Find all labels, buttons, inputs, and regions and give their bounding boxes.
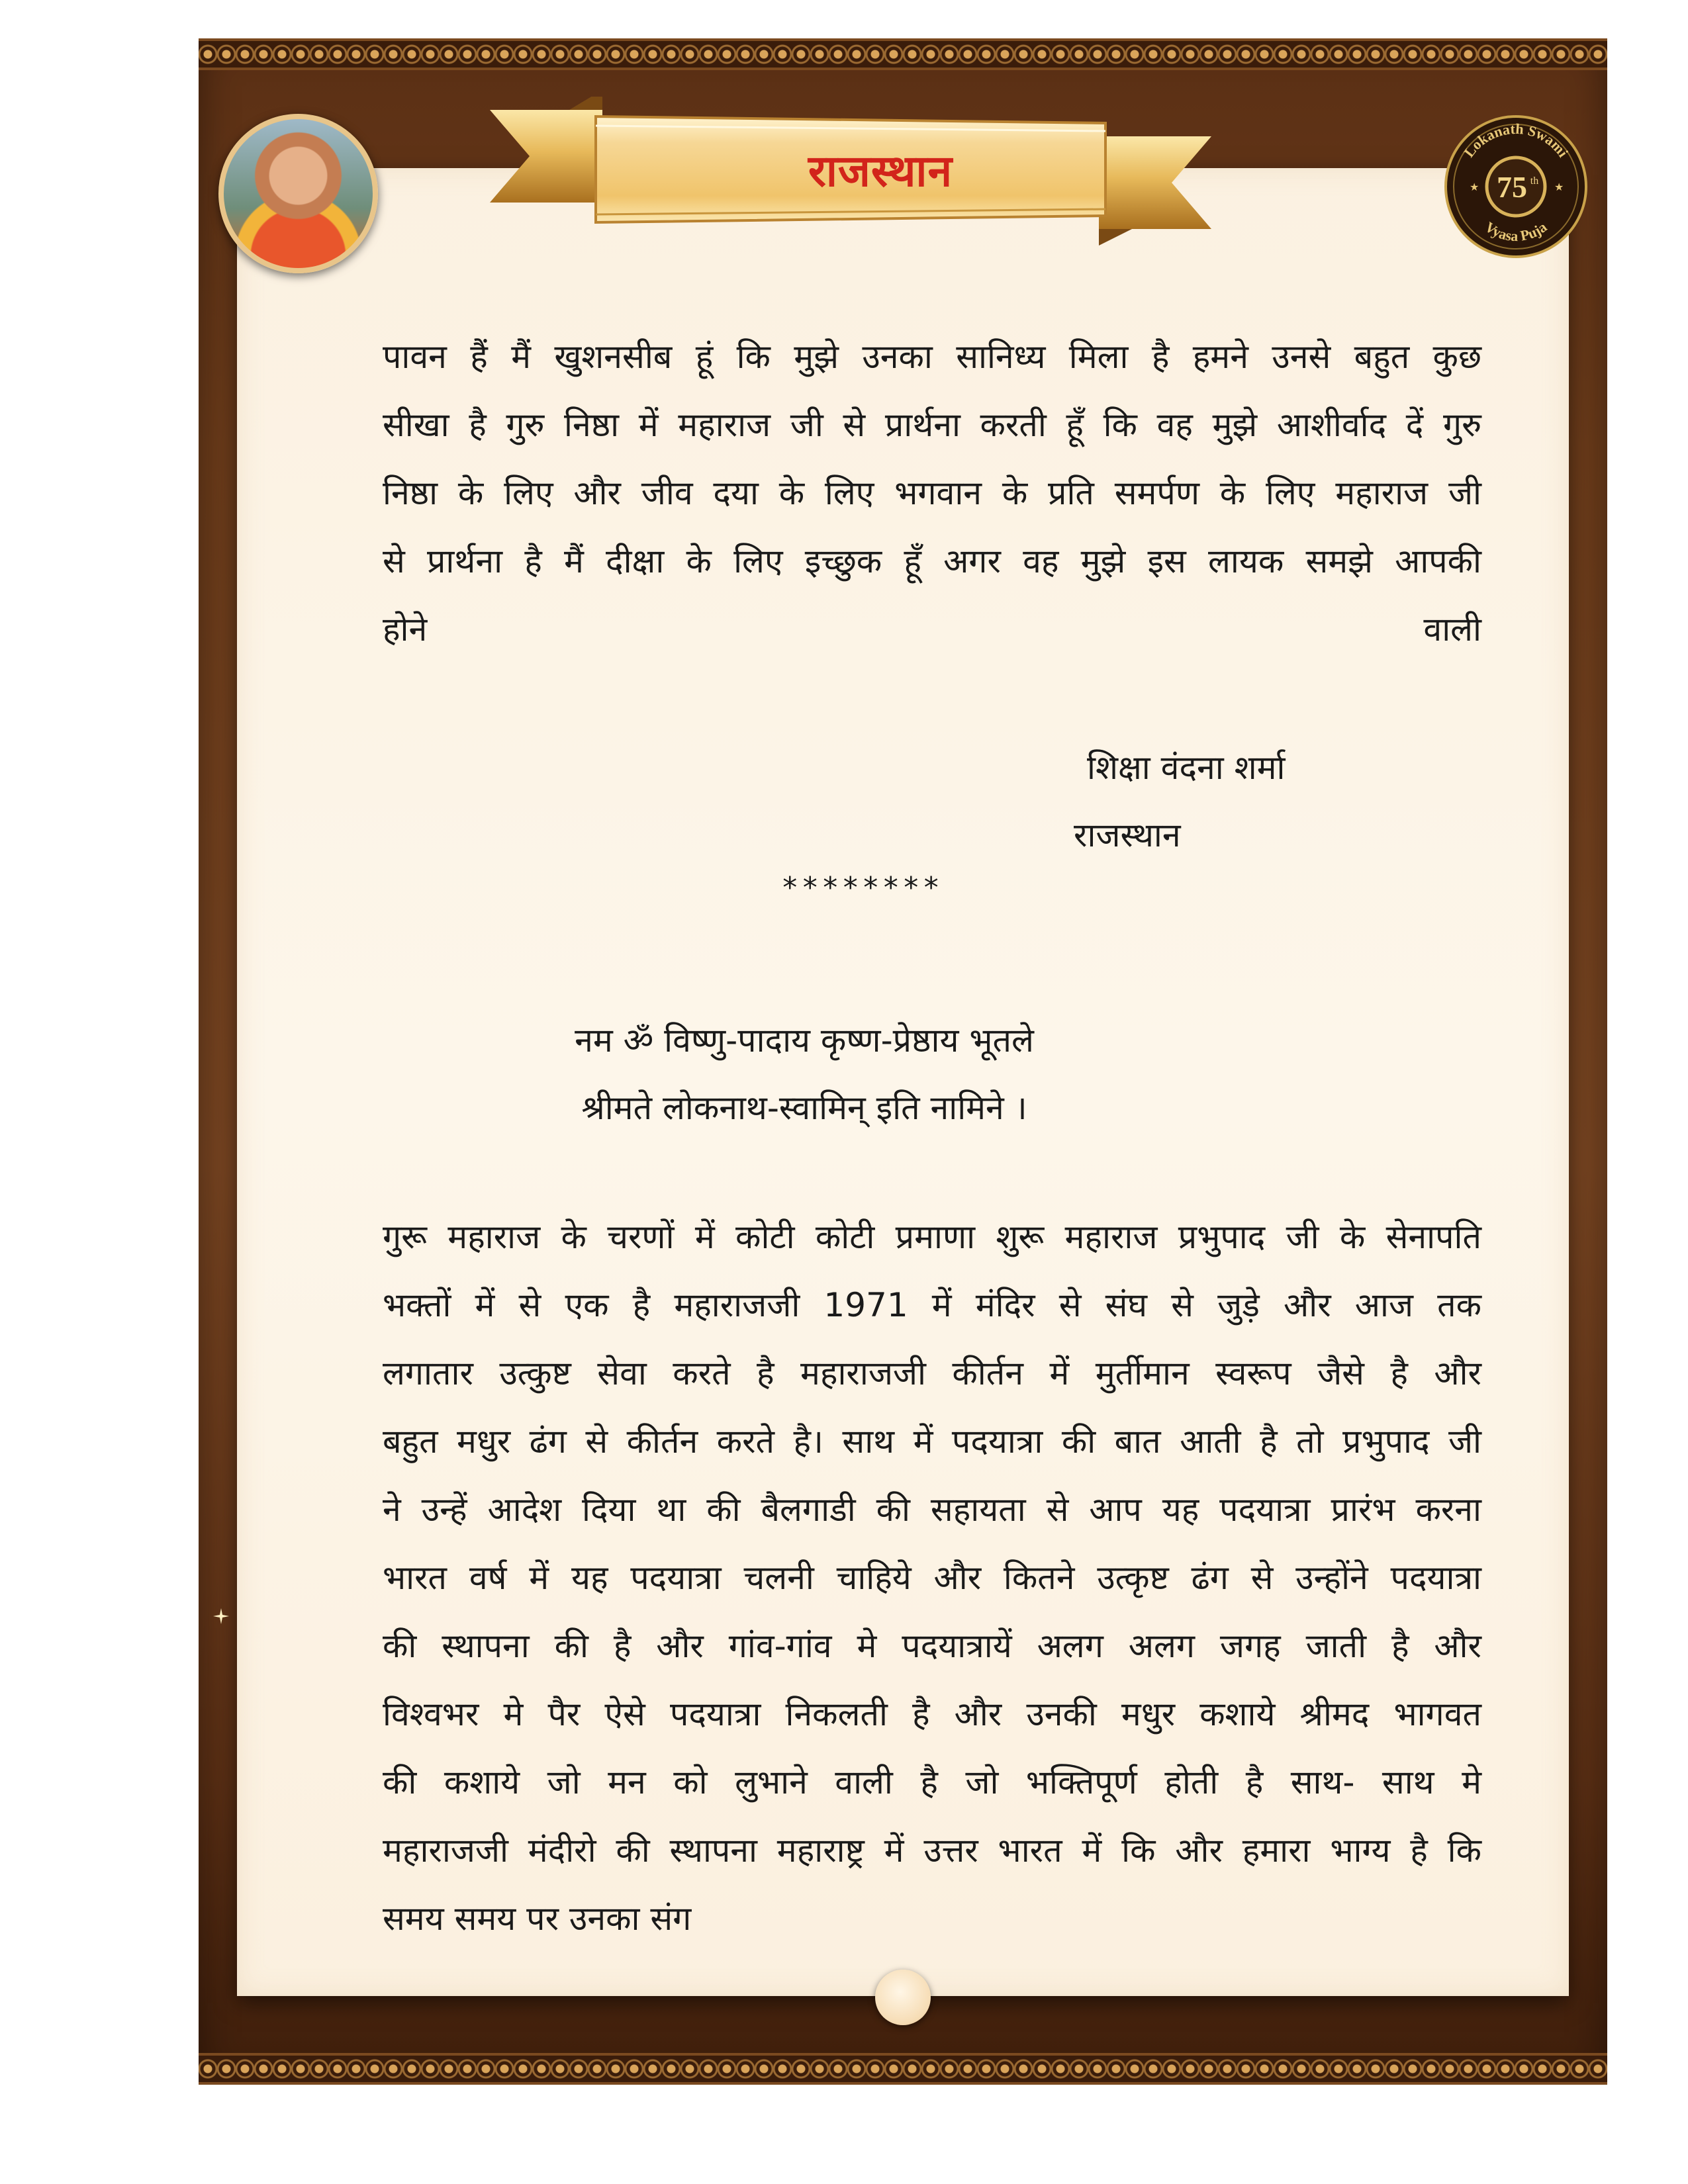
star-icon: ★	[1554, 181, 1564, 193]
text-line: पावन हैं मैं खुशनसीब हूं कि मुझे उनका सानिध्य मिला है हमने उनसे बहुत कुछ	[383, 338, 1481, 376]
bottom-ornamental-border	[199, 2053, 1607, 2085]
text-line: भक्तों में से एक है महाराजजी 1971 में मंदिर से संघ से जुड़े और आज तक	[383, 1286, 1481, 1324]
signature-name: शिक्षा वंदना शर्मा	[1087, 749, 1286, 787]
badge-top-text: Lokanath Swami	[1460, 120, 1572, 161]
text-line: निष्ठा के लिए और जीव दया के लिए भगवान के प्रति समर्पण के लिए महाराज जी	[383, 474, 1481, 512]
anniversary-badge	[1443, 114, 1589, 259]
text-line: भारत वर्ष में यह पदयात्रा चलनी चाहिये और कितने उत्कृष्ट ढंग से उन्होंने पदयात्रा	[383, 1559, 1481, 1597]
text-line: सीखा है गुरु निष्ठा में महाराज जी से प्रार्थना करती हूँ कि वह मुझे आशीर्वाद दें गुरु	[383, 406, 1481, 444]
text-line: ने उन्हें आदेश दिया था की बैलगाडी की सहायता से आप यह पदयात्रा प्रारंभ करना	[383, 1490, 1481, 1529]
text-line: बहुत मधुर ढंग से कीर्तन करते है। साथ में पदयात्रा की बात आती है तो प्रभुपाद जी	[383, 1422, 1481, 1461]
text-line: समय समय पर उनका संग	[383, 1899, 692, 1938]
top-ornamental-border	[199, 38, 1607, 70]
sparkle-icon	[213, 1608, 229, 1624]
separator: ********	[781, 871, 943, 905]
text-line: की स्थापना की है और गांव-गांव मे पदयात्रायें अलग अलग जगह जाती है और	[383, 1627, 1481, 1665]
text-fragment: होने	[383, 610, 428, 649]
text-line: लगातार उत्कुष्ट सेवा करते है महाराजजी कीर्तन में मुर्तीमान स्वरूप जैसे है और	[383, 1354, 1481, 1392]
verse-line-1: नम ॐ विष्णु-पादाय कृष्ण-प्रेष्ठाय भूतले	[575, 1021, 1034, 1060]
text-line: की कशाये जो मन को लुभाने वाली है जो भक्तिपूर्ण होती है साथ- साथ मे	[383, 1763, 1481, 1801]
text-fragment: वाली	[1423, 610, 1481, 649]
letter-paragraph-2	[383, 1203, 1481, 1953]
page-indicator	[875, 1970, 931, 2025]
text-line: विश्वभर मे पैर ऐसे पदयात्रा निकलती है और उनकी मधुर कशाये श्रीमद भागवत	[383, 1695, 1481, 1733]
text-line	[383, 596, 1481, 664]
page-title: राजस्थान	[808, 146, 953, 197]
verse-line-2: श्रीमते लोकनाथ-स्वामिन् इति नामिने ।	[581, 1089, 1027, 1127]
letter-paragraph-1	[383, 323, 1481, 664]
badge-bottom-text: Vyasa Puja	[1481, 218, 1550, 245]
signature-place: राजस्थान	[1074, 816, 1181, 854]
text-line: महाराजजी मंदीरो की स्थापना महाराष्ट्र में उत्तर भारत में कि और हमारा भाग्य है कि	[383, 1831, 1481, 1870]
badge-number: 75	[1497, 170, 1527, 204]
portrait-photo	[218, 114, 378, 273]
text-line: गुरू महाराज के चरणों में कोटी कोटी प्रमाणा शुरू महाराज प्रभुपाद जी के सेनापति	[383, 1218, 1481, 1256]
badge-suffix: th	[1530, 175, 1539, 187]
star-icon: ★	[1470, 181, 1479, 193]
text-line: से प्रार्थना है मैं दीक्षा के लिए इच्छुक हूँ अगर वह मुझे इस लायक समझे आपकी	[383, 542, 1481, 580]
